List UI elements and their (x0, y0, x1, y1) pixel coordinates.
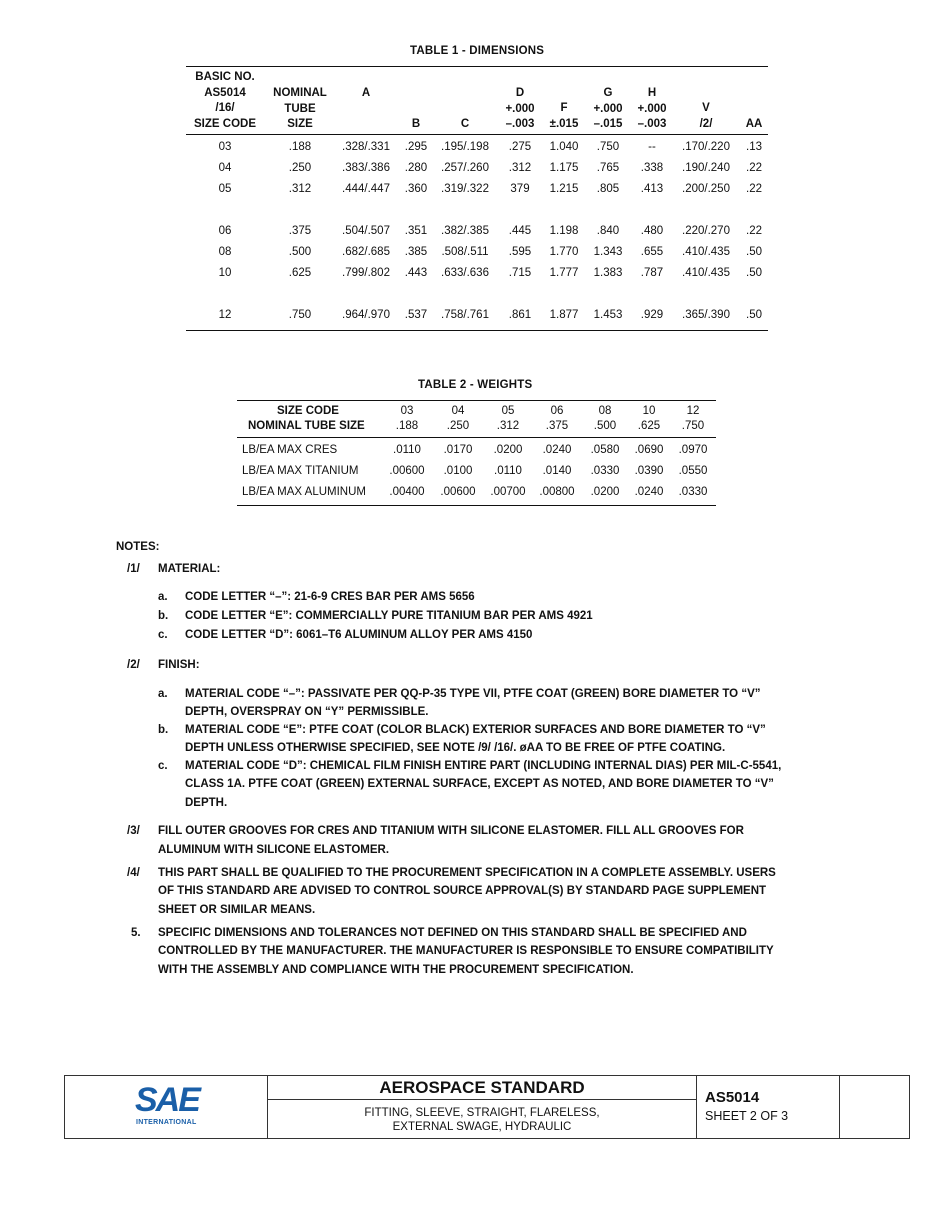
table1-cell: 1.040 (549, 141, 579, 153)
table1-header-line: +.000 (593, 102, 623, 115)
table1-cell: 03 (218, 141, 232, 153)
table1-cell: .750 (596, 141, 620, 153)
table2-cell: .0110 (393, 444, 421, 456)
table1-header-b (412, 117, 420, 133)
note-number: b. (158, 610, 169, 622)
table1-cell: .50 (746, 246, 762, 258)
table1-cell: .170/.220 (682, 141, 730, 153)
table1-header-line: +.000 (505, 102, 535, 115)
table2-cell: .00700 (490, 486, 526, 498)
table1-cell: .13 (746, 141, 762, 153)
note-text: WITH THE ASSEMBLY AND COMPLIANCE WITH THE PROCUREMENT SPECIFICATION. (158, 964, 634, 976)
table1-cell: .365/.390 (682, 309, 730, 321)
table1-cell: 1.777 (549, 267, 579, 279)
table2-tube-size: .375 (545, 420, 569, 432)
table2-top-rule (237, 400, 716, 401)
note-text: ALUMINUM WITH SILICONE ELASTOMER. (158, 844, 390, 856)
table1-cell: .787 (640, 267, 664, 279)
table1-cell: 04 (218, 162, 232, 174)
table1-header-line: –.015 (593, 118, 623, 130)
table1-header-line: +.000 (637, 102, 667, 115)
table1-header-rule (186, 134, 768, 135)
table1-cell: .758/.761 (441, 309, 489, 321)
table1-cell: .445 (508, 225, 532, 237)
table2-size-code: 03 (400, 405, 414, 417)
table1-header-line: H (647, 87, 657, 99)
table1-cell: 05 (218, 183, 232, 195)
title-block-doc-cell (697, 1076, 840, 1138)
table1-cell: .382/.385 (441, 225, 489, 237)
table1-cell: .312 (508, 162, 532, 174)
note-number: /3/ (127, 825, 140, 837)
table2-size-code: 05 (501, 405, 515, 417)
note-text: FINISH: (158, 659, 200, 671)
table1-header-line: G (603, 87, 613, 99)
table1-cell: .625 (288, 267, 312, 279)
table2-title: TABLE 2 - WEIGHTS (418, 379, 533, 391)
table1-cell: .50 (746, 267, 762, 279)
table2-cell: .0970 (678, 444, 708, 456)
note-number: c. (158, 629, 168, 641)
part-description-line1: FITTING, SLEEVE, STRAIGHT, FLARELESS, (364, 1107, 600, 1119)
note-text: SHEET OR SIMILAR MEANS. (158, 904, 316, 916)
note-text: FILL OUTER GROOVES FOR CRES AND TITANIUM WITH SILICONE ELASTOMER. FILL ALL GROOVES FOR (158, 825, 744, 837)
note-text: CODE LETTER “–”: 21-6-9 CRES BAR PER AMS 5656 (185, 591, 475, 603)
note-text: DEPTH, OVERSPRAY ON “Y” PERMISSIBLE. (185, 706, 429, 718)
table2-row-label: LB/EA MAX CRES (242, 444, 338, 456)
table1-cell: .443 (404, 267, 428, 279)
note-text: MATERIAL: (158, 563, 221, 575)
table1-header-c (461, 117, 469, 133)
table1-header-a (362, 86, 370, 102)
table2-cell: .0200 (493, 444, 523, 456)
note-text: CODE LETTER “D”: 6061–T6 ALUMINUM ALLOY PER AMS 4150 (185, 629, 533, 641)
table1-cell: .220/.270 (682, 225, 730, 237)
table1-cell: .840 (596, 225, 620, 237)
table1-cell: 1.877 (549, 309, 579, 321)
table2-cell: .0550 (678, 465, 708, 477)
table1-cell: .360 (404, 183, 428, 195)
note-text: CONTROLLED BY THE MANUFACTURER. THE MANUFACTURER IS RESPONSIBLE TO ENSURE COMPATIBILITY (158, 945, 774, 957)
table1-cell: .508/.511 (441, 246, 489, 258)
table2-tube-size: .750 (681, 420, 705, 432)
table1-cell: .500 (288, 246, 312, 258)
table1-cell: .295 (404, 141, 428, 153)
table1-header-g (593, 86, 622, 133)
table1-cell: 1.453 (593, 309, 623, 321)
sae-logo-subtext: INTERNATIONAL (136, 1119, 197, 1126)
table1-cell: 1.198 (549, 225, 579, 237)
table1-cell: 379 (510, 183, 530, 195)
table1-header-line: SIZE (287, 118, 313, 130)
table1-cell: 12 (218, 309, 232, 321)
title-block-empty-cell (840, 1076, 911, 1138)
table1-cell: .188 (288, 141, 312, 153)
note-number: /4/ (127, 867, 140, 879)
table2-tube-size: .500 (593, 420, 617, 432)
table1-header-line: AA (745, 118, 763, 130)
table2-cell: .0110 (494, 465, 522, 477)
table1-header-line: F (560, 102, 568, 114)
table1-cell: .319/.322 (441, 183, 489, 195)
table1-cell: 1.175 (549, 162, 579, 174)
table2-cell: .00800 (539, 486, 575, 498)
note-number: /2/ (127, 659, 140, 671)
table1-header-line: –.003 (637, 118, 667, 130)
table1-header-line: SIZE CODE (194, 117, 256, 130)
table1-cell: .765 (596, 162, 620, 174)
document-number: AS5014 (705, 1089, 760, 1106)
table2-cell: .0100 (443, 465, 473, 477)
table1-cell: .750 (288, 309, 312, 321)
note-text: SPECIFIC DIMENSIONS AND TOLERANCES NOT DEFINED ON THIS STANDARD SHALL BE SPECIFIED AND (158, 927, 747, 939)
table1-cell: .861 (508, 309, 532, 321)
table2-cell: .0140 (542, 465, 572, 477)
table1-header-line: D (515, 87, 525, 99)
table1-cell: 1.383 (593, 267, 623, 279)
table1-cell: .682/.685 (342, 246, 390, 258)
table2-tube-size-label: NOMINAL TUBE SIZE (248, 420, 365, 432)
table2-size-code: 12 (686, 405, 700, 417)
table1-cell: .338 (640, 162, 664, 174)
table1-header-line: B (411, 118, 421, 130)
table2-tube-size: .188 (395, 420, 419, 432)
table2-cell: .0240 (542, 444, 572, 456)
table1-cell: .799/.802 (342, 267, 390, 279)
table1-top-rule (186, 66, 768, 67)
table1-cell: 06 (218, 225, 232, 237)
table1-cell: .504/.507 (342, 225, 390, 237)
title-block (64, 1075, 910, 1139)
table1-header-line: –.003 (505, 118, 535, 130)
note-number: 5. (131, 927, 141, 939)
table1-cell: .195/.198 (441, 141, 489, 153)
table2-cell: .00600 (440, 486, 476, 498)
table1-header-line: V (702, 102, 710, 114)
note-text: OF THIS STANDARD ARE ADVISED TO CONTROL SOURCE APPROVAL(S) BY STANDARD PAGE SUPPLEMENT (158, 885, 767, 897)
note-text: DEPTH. (185, 797, 228, 809)
table1-cell: .22 (746, 225, 762, 237)
table1-cell: .275 (508, 141, 532, 153)
table1-cell: .383/.386 (342, 162, 390, 174)
table2-tube-size: .312 (496, 420, 520, 432)
table1-cell: 08 (218, 246, 232, 258)
notes-heading: NOTES: (116, 541, 160, 553)
table1-cell: .410/.435 (682, 246, 730, 258)
table2-size-code: 04 (451, 405, 465, 417)
table1-cell: 1.343 (593, 246, 623, 258)
note-number: a. (158, 591, 168, 603)
table1-cell: 1.215 (549, 183, 579, 195)
note-text: MATERIAL CODE “D”: CHEMICAL FILM FINISH ENTIRE PART (INCLUDING INTERNAL DIAS) PER MIL-C-5541, (185, 760, 782, 772)
table1-cell: 1.770 (549, 246, 579, 258)
title-block-logo-cell (65, 1076, 268, 1138)
table1-cell: .385 (404, 246, 428, 258)
table2-tube-size: .250 (446, 420, 470, 432)
table1-cell: .200/.250 (682, 183, 730, 195)
note-text: MATERIAL CODE “–”: PASSIVATE PER QQ-P-35 TYPE VII, PTFE COAT (GREEN) BORE DIAMETER TO “V” (185, 688, 761, 700)
table1-cell: .312 (288, 183, 312, 195)
note-text: MATERIAL CODE “E”: PTFE COAT (COLOR BLACK) EXTERIOR SURFACES AND BORE DIAMETER TO “V” (185, 724, 766, 736)
table1-cell: .375 (288, 225, 312, 237)
table1-header-f (550, 101, 579, 132)
table1-header-aa (746, 117, 763, 133)
table2-size-code-label: SIZE CODE (277, 405, 339, 417)
table2-cell: .0240 (634, 486, 664, 498)
table1-cell: .655 (640, 246, 664, 258)
table2-cell: .0690 (634, 444, 664, 456)
table1-header-d (505, 86, 534, 133)
table2-cell: .0580 (590, 444, 620, 456)
table1-cell: .929 (640, 309, 664, 321)
table2-cell: .0390 (634, 465, 664, 477)
table2-header-rule (237, 437, 716, 438)
table1-cell: .250 (288, 162, 312, 174)
table1-header-line: NOMINAL (273, 87, 327, 99)
table1-cell: .964/.970 (342, 309, 390, 321)
note-text: CLASS 1A. PTFE COAT (GREEN) EXTERNAL SURFACE, EXCEPT AS NOTED, AND BORE DIAMETER TO “V” (185, 778, 774, 790)
part-description-line2: EXTERNAL SWAGE, HYDRAULIC (392, 1121, 572, 1133)
title-block-title-cell (268, 1076, 697, 1138)
table1-header-line: C (460, 118, 470, 130)
note-text: DEPTH UNLESS OTHERWISE SPECIFIED, SEE NOTE /9/ /16/. øAA TO BE FREE OF PTFE COATING. (185, 742, 726, 754)
table2-bottom-rule (237, 505, 716, 506)
table1-cell: .22 (746, 183, 762, 195)
table1-cell: .715 (508, 267, 532, 279)
table1-cell: .22 (746, 162, 762, 174)
table2-row-label: LB/EA MAX ALUMINUM (242, 486, 366, 498)
table2-size-code: 10 (642, 405, 656, 417)
table1-cell: .351 (404, 225, 428, 237)
table1-cell: .280 (404, 162, 428, 174)
sheet-number: SHEET 2 OF 3 (705, 1109, 789, 1123)
table1-header-line: AS5014 (204, 86, 246, 99)
table1-cell: .805 (596, 183, 620, 195)
table2-cell: .00600 (389, 465, 425, 477)
table1-header-line: BASIC NO. (195, 71, 255, 83)
table2-row-label: LB/EA MAX TITANIUM (242, 465, 359, 477)
table1-cell: .413 (640, 183, 664, 195)
sae-logo: SAE (135, 1081, 199, 1119)
note-number: a. (158, 688, 168, 700)
table1-cell: .537 (404, 309, 428, 321)
table1-header-line: /2/ (699, 117, 713, 130)
table1-cell: -- (648, 141, 656, 153)
table1-header-line: A (361, 87, 371, 99)
table1-cell: .328/.331 (342, 141, 390, 153)
table1-cell: .190/.240 (682, 162, 730, 174)
table2-size-code: 06 (550, 405, 564, 417)
table1-title: TABLE 1 - DIMENSIONS (410, 45, 545, 57)
table2-size-code: 08 (598, 405, 612, 417)
note-text: CODE LETTER “E”: COMMERCIALLY PURE TITANIUM BAR PER AMS 4921 (185, 610, 593, 622)
table2-cell: .0170 (443, 444, 473, 456)
note-text: THIS PART SHALL BE QUALIFIED TO THE PROCUREMENT SPECIFICATION IN A COMPLETE ASSEMBLY. USERS (158, 867, 776, 879)
table1-cell: .444/.447 (342, 183, 390, 195)
table1-header-h (637, 86, 666, 133)
table2-cell: .0330 (678, 486, 708, 498)
table2-cell: .0200 (590, 486, 620, 498)
table1-cell: .257/.260 (441, 162, 489, 174)
note-number: c. (158, 760, 168, 772)
table1-cell: .480 (640, 225, 664, 237)
table1-header-line: TUBE (284, 102, 316, 115)
table2-cell: .00400 (389, 486, 425, 498)
table1-cell: .595 (508, 246, 532, 258)
table1-cell: .410/.435 (682, 267, 730, 279)
table2-cell: .0330 (590, 465, 620, 477)
table1-bottom-rule (186, 330, 768, 331)
table1-header-basic (194, 70, 256, 132)
note-number: /1/ (127, 563, 140, 575)
table1-header-line: ±.015 (549, 117, 579, 130)
table1-cell: 10 (218, 267, 232, 279)
table1-header-nominal (273, 86, 327, 133)
note-number: b. (158, 724, 169, 736)
table1-cell: .50 (746, 309, 762, 321)
aerospace-standard-title: AEROSPACE STANDARD (268, 1076, 696, 1100)
table2-tube-size: .625 (637, 420, 661, 432)
table1-header-line: /16/ (215, 102, 235, 114)
table1-cell: .633/.636 (441, 267, 489, 279)
table1-header-v (700, 101, 713, 132)
